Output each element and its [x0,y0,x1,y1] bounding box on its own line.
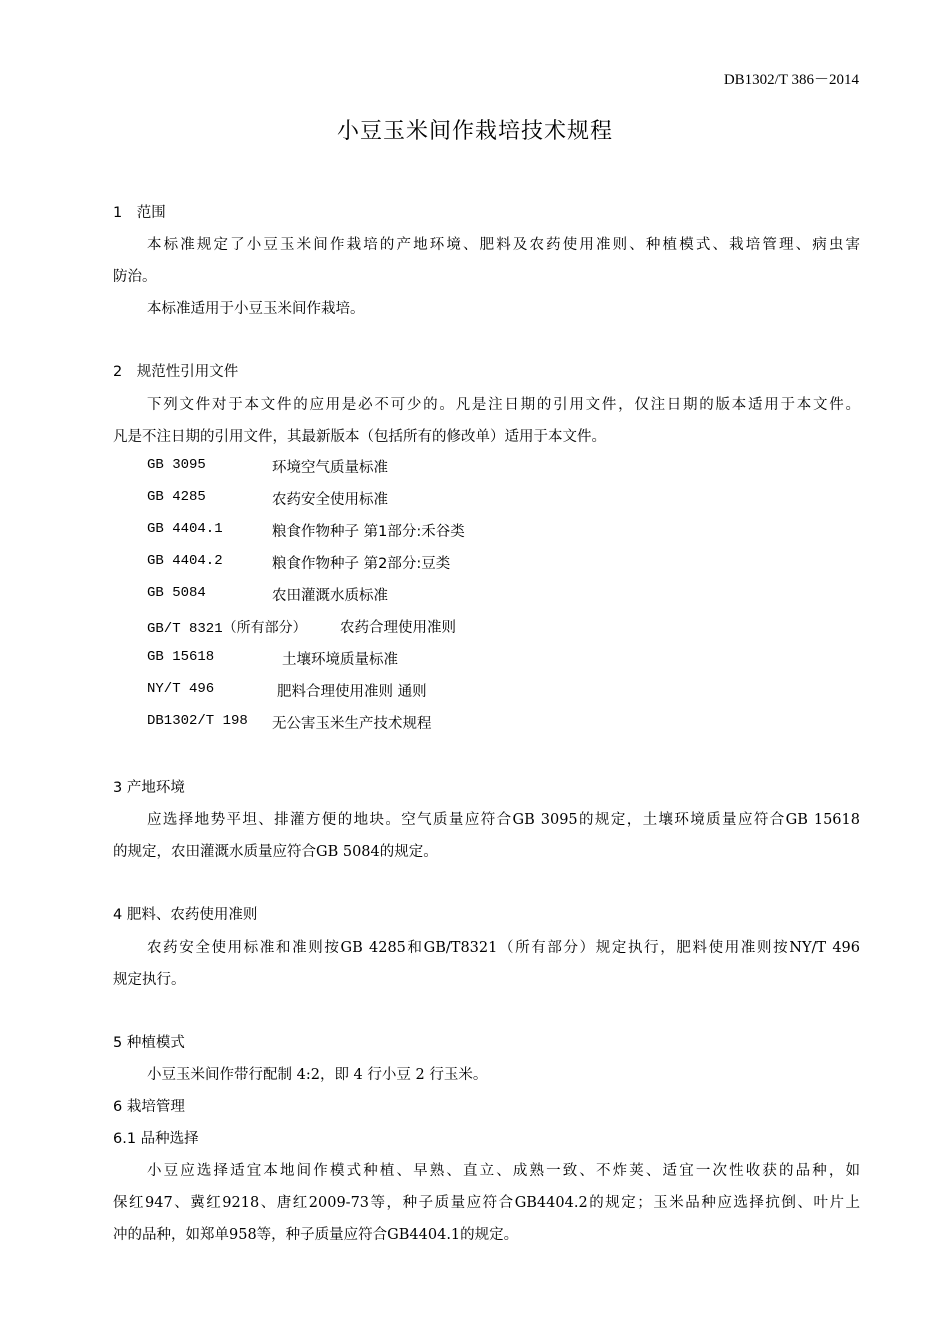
reference-code: GB 5084 [147,585,206,601]
section-6-heading: 6 栽培管理 [113,1099,185,1115]
section-3-paragraph-line: 的规定，农田灌溉水质量应符合GB 5084的规定。 [113,844,438,860]
reference-title: 粮食作物种子 第1部分:禾谷类 [272,524,465,540]
reference-title: 土壤环境质量标准 [282,652,398,668]
section-2-paragraph-line: 凡是不注日期的引用文件，其最新版本（包括所有的修改单）适用于本文件。 [113,429,606,445]
reference-code: GB 4285 [147,489,206,505]
reference-code: GB 4404.1 [147,521,223,537]
section-4-heading: 4 肥料、农药使用准则 [113,907,258,923]
section-1-paragraph-line: 防治。 [113,269,157,285]
section-1-paragraph: 本标准适用于小豆玉米间作栽培。 [147,301,365,317]
reference-code: GB 15618 [147,649,215,665]
section-6-1-paragraph-line: 冲的品种，如郑单958等，种子质量应符合GB4404.1的规定。 [113,1227,519,1243]
reference-title: 肥料合理使用准则 通则 [277,684,427,700]
reference-title: 农药合理使用准则 [340,620,456,636]
reference-title: 无公害玉米生产技术规程 [272,716,432,732]
section-2-paragraph-line: 下列文件对于本文件的应用是必不可少的。凡是注日期的引用文件，仅注日期的版本适用于本文件。 [147,397,860,413]
section-6-1-paragraph-line: 保红947、冀红9218、唐红2009-73等，种子质量应符合GB4404.2的规定；玉米品种应选择抗倒、叶片上 [113,1195,860,1211]
reference-code: GB/T 8321（所有部分） [147,621,307,637]
section-6-1-heading: 6.1 品种选择 [113,1131,199,1147]
section-3-paragraph-line: 应选择地势平坦、排灌方便的地块。空气质量应符合GB 3095的规定，土壤环境质量应符合GB 15618 [147,812,860,828]
reference-title: 农药安全使用标准 [272,492,388,508]
section-6-1-paragraph-line: 小豆应选择适宜本地间作模式种植、早熟、直立、成熟一致、不炸荚、适宜一次性收获的品种，如 [147,1163,860,1179]
section-5-heading: 5 种植模式 [113,1035,185,1051]
reference-code: GB 4404.2 [147,553,223,569]
reference-title: 农田灌溉水质标准 [272,588,388,604]
section-1-paragraph-line: 本标准规定了小豆玉米间作栽培的产地环境、肥料及农药使用准则、种植模式、栽培管理、病虫害 [147,237,860,253]
section-1-heading: 1 范围 [113,205,166,221]
reference-code: GB 3095 [147,457,206,473]
reference-title: 粮食作物种子 第2部分:豆类 [272,556,451,572]
standard-number: DB1302/T 386－2014 [723,72,859,88]
reference-title: 环境空气质量标准 [272,460,388,476]
reference-code: DB1302/T 198 [147,713,248,729]
section-3-heading: 3 产地环境 [113,780,185,796]
section-4-paragraph-line: 农药安全使用标准和准则按GB 4285和GB/T8321（所有部分）规定执行，肥料使用准则按NY/T 496 [147,940,860,956]
document-title: 小豆玉米间作栽培技术规程 [336,119,613,144]
section-2-heading: 2 规范性引用文件 [113,364,239,380]
section-4-paragraph-line: 规定执行。 [113,972,186,988]
section-5-paragraph: 小豆玉米间作带行配制 4:2，即 4 行小豆 2 行玉米。 [147,1067,488,1083]
reference-code: NY/T 496 [147,681,215,697]
